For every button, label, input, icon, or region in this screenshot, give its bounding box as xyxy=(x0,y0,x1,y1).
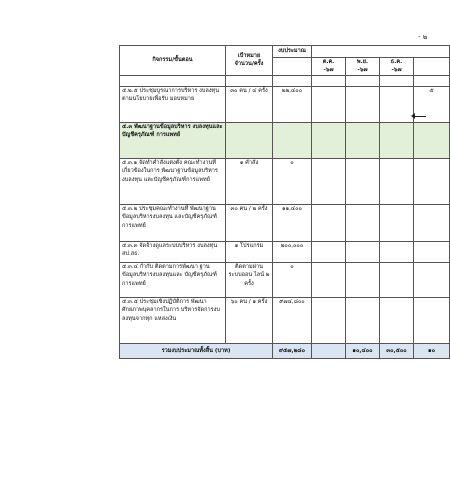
table-row xyxy=(120,262,450,297)
table-row-blank xyxy=(120,75,450,86)
table-row xyxy=(120,204,450,241)
header-target-line2: จำนวน/ครั้ง xyxy=(234,61,264,68)
header-budget: งบประมาณ xyxy=(273,46,312,58)
month-name: พ.ย. xyxy=(356,59,369,65)
budget-cell: ๙๗๔,๘๐๐ xyxy=(273,297,312,343)
budget-cell: ๒๒,๔๐๐ xyxy=(273,86,312,122)
activity-cell: ๕.๓.๕ ประชุมเชิงปฏิบัติการ พัฒนาศักยภาพบุคลากรในการ บริหารจัดการงบลงทุนจากทุก แหล่งเงิน xyxy=(120,297,226,343)
target-cell: ๖๐ คน / ๑ ครั้ง xyxy=(226,297,273,343)
month-year: -๖๗ xyxy=(357,67,368,74)
header-budget-empty xyxy=(273,58,312,76)
table-row xyxy=(120,297,450,343)
activity-cell: ๕.๓.๑ จัดทำคำสั่งแต่งตั้ง คณะทำงานที่เกี่ยวข้องในการ พัฒนาฐานข้อมูลบริหารงบลงทุน และบัญชีครุภัณฑ์การแพทย์ xyxy=(120,158,226,204)
month-year: -๖๗ xyxy=(323,67,334,74)
activity-cell: ๕.๒.๕ ประชุมบูรณาการบริหาร งบลงทุนตามนโยบายเพื่อรับ มอบหมาย xyxy=(120,86,226,122)
header-target xyxy=(226,46,273,76)
month-cell xyxy=(312,86,346,122)
target-cell: ๑ คำสั่ง xyxy=(226,158,273,204)
month-name: ต.ค. xyxy=(322,59,335,65)
target-cell: ๑ โปรแกรม xyxy=(226,241,273,262)
total-month: ๓๐,๕๐๐ xyxy=(380,343,414,358)
month-name: ธ.ค. xyxy=(390,59,403,65)
target-cell: ๓๐ คน / ๔ ครั้ง xyxy=(226,86,273,122)
table-row xyxy=(120,86,450,122)
total-month: ๑๐ xyxy=(414,343,450,358)
target-cell: ๓๐ คน / ๒ ครั้ง xyxy=(226,204,273,241)
month-cell xyxy=(380,86,414,122)
header-month-empty xyxy=(414,58,450,76)
activity-cell: ๕.๓.๒ ประชุมคณะทำงานที่ พัฒนาฐานข้อมูลบริหารงบลงทุน และบัญชีครุภัณฑ์การแพทย์ xyxy=(120,204,226,241)
budget-cell: ๒๐๐,๐๐๐ xyxy=(273,241,312,262)
total-month: ๑๐,๔๐๐ xyxy=(346,343,380,358)
total-row xyxy=(120,343,450,358)
budget-cell: ๐ xyxy=(273,158,312,204)
page-number: - ๒ xyxy=(418,33,428,41)
table-row xyxy=(120,158,450,204)
activity-cell: ๕.๓.๓ จัดจ้างดูแลระบบบริหาร งบลงทุน สป.สธ. xyxy=(120,241,226,262)
total-budget: ๙๕๗,๒๘๐ xyxy=(273,343,312,358)
header-month xyxy=(380,58,414,76)
header-month xyxy=(346,58,380,76)
budget-cell: ๐ xyxy=(273,262,312,297)
section-row xyxy=(120,122,450,158)
month-year: -๖๗ xyxy=(391,67,402,74)
table-row xyxy=(120,241,450,262)
header-month xyxy=(312,58,346,76)
header-months-group xyxy=(312,46,450,58)
section-title: ๕.๓ พัฒนาฐานข้อมูลบริหาร งบลงทุนและบัญชีครุภัณฑ์ การแพทย์ xyxy=(120,122,226,158)
activity-plan-table xyxy=(119,45,450,359)
budget-cell: ๑๑,๔๐๐ xyxy=(273,204,312,241)
header-activity: กิจกรรม/ขั้นตอน xyxy=(120,46,226,76)
target-cell: ติดตามผ่าน ระบบออน ไลน์ ๒ ครั้ง xyxy=(226,262,273,297)
total-label: รวมงบประมาณทั้งสิ้น (บาท) xyxy=(120,343,273,358)
arrowhead-icon xyxy=(411,113,415,119)
total-month-empty xyxy=(312,343,346,358)
month-cell xyxy=(346,86,380,122)
month-cell: ๕ xyxy=(414,86,450,122)
header-target-line1: เป้าหมาย xyxy=(237,53,261,59)
activity-cell: ๕.๓.๔ กำกับ ติดตามการพัฒนา ฐานข้อมูลบริหารงบลงทุนและ บัญชีครุภัณฑ์การแพทย์ xyxy=(120,262,226,297)
